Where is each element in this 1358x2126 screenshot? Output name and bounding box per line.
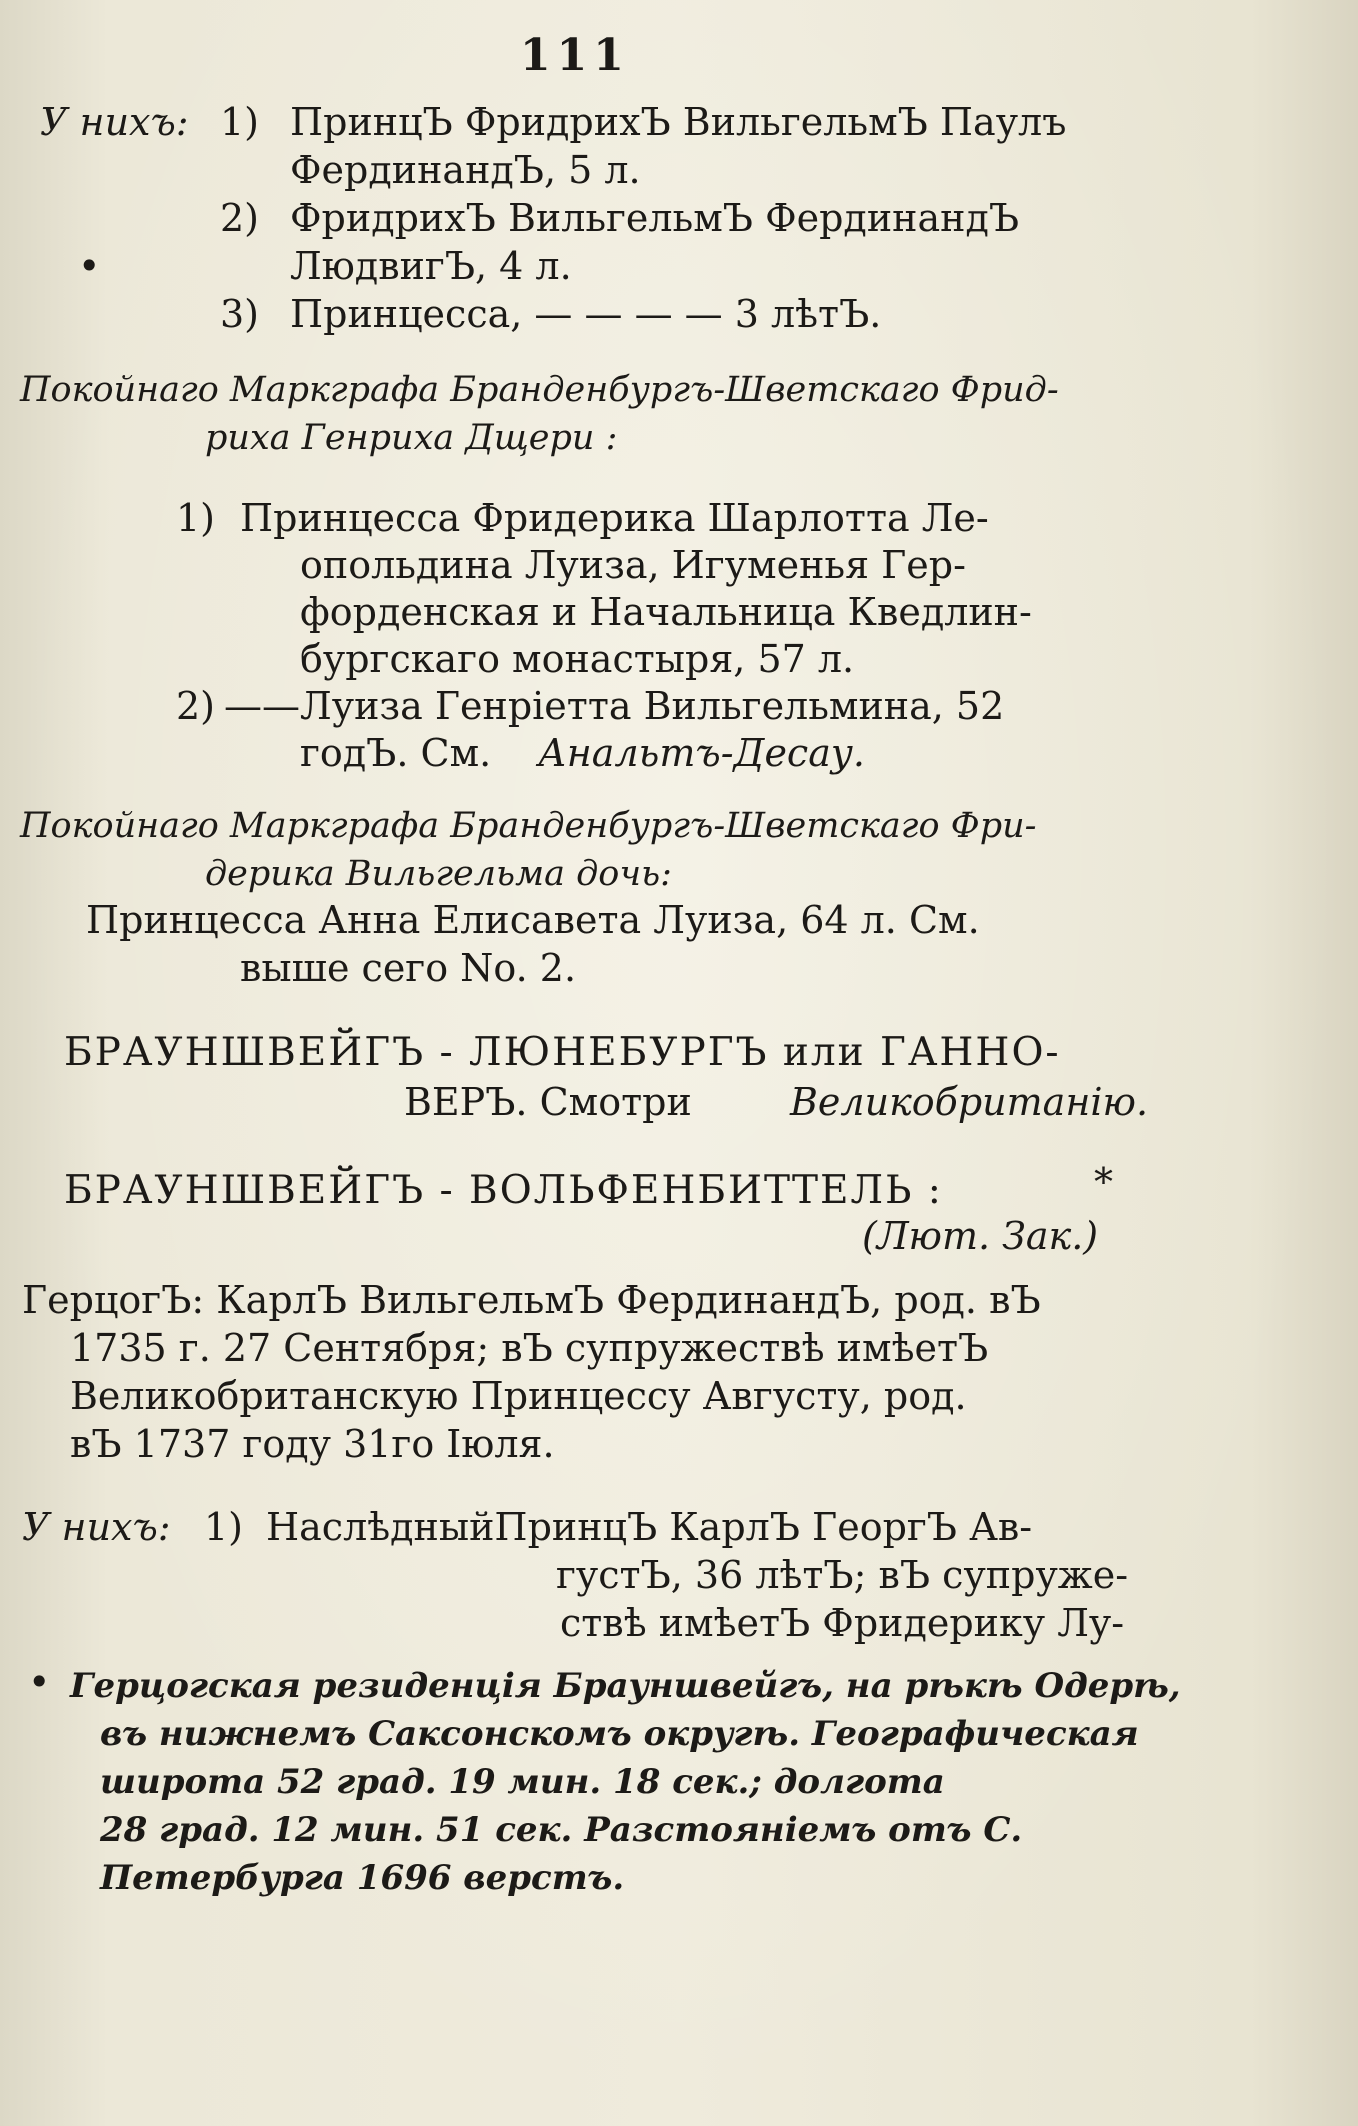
section1-item1-num: 1) (220, 100, 260, 144)
section1-mark: • (78, 244, 101, 288)
section2-item2-num: 2) (176, 684, 216, 728)
section1-lead: У нихъ: (40, 100, 189, 144)
section2-item1-num: 1) (176, 496, 216, 540)
section2-item2-line2a: годЪ. См. (300, 731, 492, 775)
section6-line2: густЪ, 36 лѣтЪ; вЪ супруже- (556, 1553, 1129, 1597)
section4-line2b: Великобританію. (790, 1080, 1149, 1124)
footnote-line4: 28 град. 12 мин. 51 сек. Разстояніемъ отъ С. (100, 1810, 1023, 1850)
section1-item3-num: 3) (220, 292, 260, 336)
section5-line3: Великобританскую Принцессу Августу, род. (70, 1374, 967, 1418)
section2-item2-line1: ——Луиза Генріетта Вильгельмина, 52 (224, 684, 1005, 728)
page-number: 111 (520, 30, 630, 81)
section6-line3: ствѣ имѣетЪ Фридерику Лу- (560, 1601, 1125, 1645)
section3-heading-line2: дерика Вильгельма дочь: (205, 854, 672, 894)
section6-num: 1) (204, 1505, 244, 1549)
section6-lead: У нихъ: (22, 1505, 171, 1549)
section2-heading-line1: Покойнаго Маркграфа Бранденбургъ-Шветскаго Фрид- (20, 370, 1059, 410)
section1-item2-line2: ЛюдвигЪ, 4 л. (290, 244, 572, 288)
section3-heading-line1: Покойнаго Маркграфа Бранденбургъ-Шветскаго Фри- (20, 806, 1037, 846)
section3-line1: Принцесса Анна Елисавета Луиза, 64 л. См. (86, 898, 980, 942)
section5-heading: БРАУНШВЕЙГЪ - ВОЛЬФЕНБИТТЕЛЬ : (64, 1168, 943, 1213)
section1-item3-line1: Принцесса, — — — — 3 лѣтЪ. (290, 292, 882, 336)
section3-line2: выше сего No. 2. (240, 946, 577, 990)
section5-line2: 1735 г. 27 Сентября; вЪ супружествѣ имѣетЪ (70, 1326, 989, 1370)
section1-item1-line1: ПринцЪ ФридрихЪ ВильгельмЪ Паулъ (290, 100, 1067, 144)
section2-item1-line4: бургскаго монастыря, 57 л. (300, 637, 855, 681)
section5-line4: вЪ 1737 году 31го Іюля. (70, 1422, 555, 1466)
section2-item2-line2b: Анальтъ-Десау. (538, 731, 865, 775)
section4-line2a: ВЕРЪ. Смотри (404, 1080, 692, 1124)
section2-item1-line1: Принцесса Фридерика Шарлотта Ле- (240, 496, 989, 540)
footnote-mark: • (28, 1660, 51, 1704)
section2-item1-line3: форденская и Начальница Кведлин- (300, 590, 1032, 634)
footnote-line5: Петербурга 1696 верстъ. (100, 1858, 625, 1898)
section1-item2-line1: ФридрихЪ ВильгельмЪ ФердинандЪ (290, 196, 1020, 240)
section2-heading-line2: риха Генриха Дщери : (205, 418, 618, 458)
section4-line1: БРАУНШВЕЙГЪ - ЛЮНЕБУРГЪ или ГАННО- (64, 1030, 1061, 1075)
section5-religion: (Лют. Зак.) (862, 1214, 1099, 1258)
footnote-line1: Герцогская резиденція Брауншвейгъ, на рѣкѣ Одерѣ, (70, 1666, 1181, 1706)
footnote-line3: широта 52 град. 19 мин. 18 сек.; долгота (100, 1762, 945, 1802)
section2-item1-line2: опольдина Луиза, Игуменья Гер- (300, 543, 966, 587)
section1-item2-num: 2) (220, 196, 260, 240)
section1-item1-line2: ФердинандЪ, 5 л. (290, 148, 641, 192)
section6-line1: НаслѣдныйПринцЪ КарлЪ ГеоргЪ Ав- (266, 1505, 1033, 1549)
section5-asterisk: * (1094, 1160, 1113, 1204)
footnote-line2: въ нижнемъ Саксонскомъ округѣ. Географическая (100, 1714, 1139, 1754)
section5-line1: ГерцогЪ: КарлЪ ВильгельмЪ ФердинандЪ, род. вЪ (22, 1278, 1041, 1322)
